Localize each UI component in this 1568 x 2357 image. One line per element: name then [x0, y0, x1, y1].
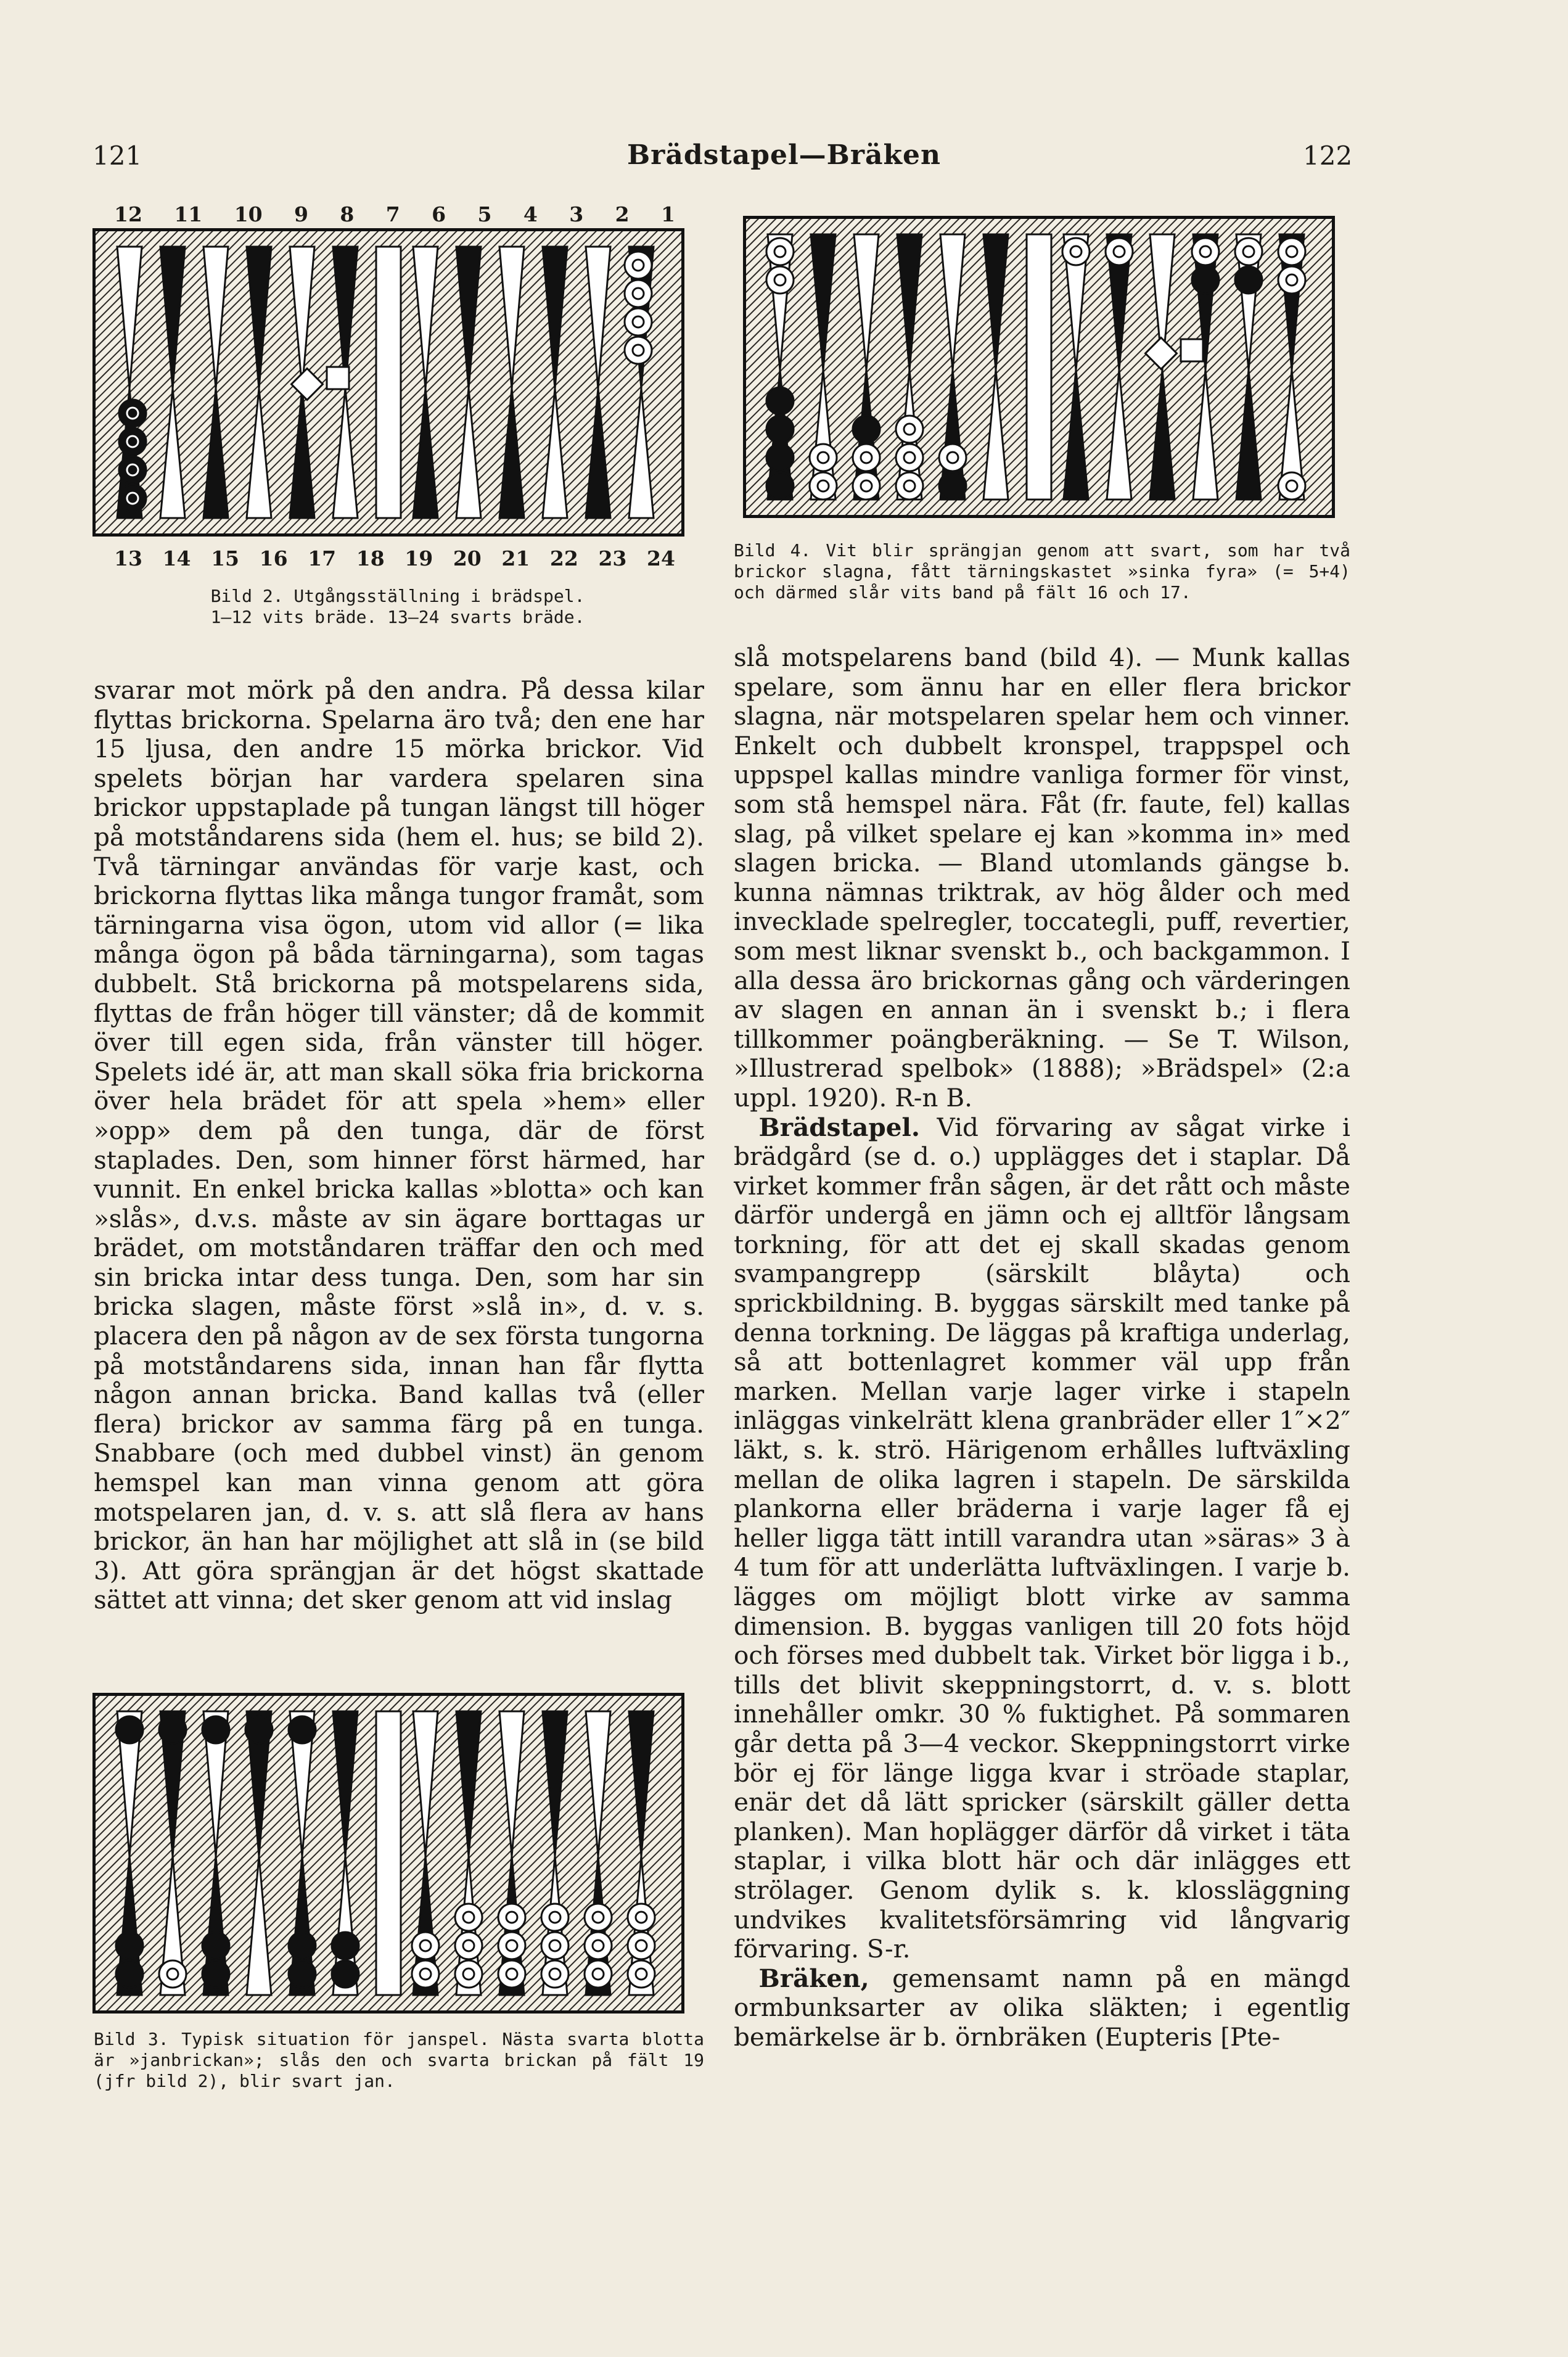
point-number: 10 — [234, 202, 263, 226]
page-number-left: 121 — [92, 141, 142, 171]
figure-3-caption: Bild 3. Typisk situation för janspel. Nästa svarta blotta är »janbrickan»; slås den och svarta brickan på fält 19 (jfr bild 2), blir svart jan. — [94, 2029, 704, 2091]
board2-top-numbers — [114, 202, 675, 226]
point-number: 14 — [162, 546, 191, 570]
point-number: 21 — [501, 546, 530, 570]
left-column-text — [94, 676, 704, 1615]
point-number: 3 — [569, 202, 584, 226]
point-number: 2 — [615, 202, 630, 226]
point-number: 15 — [211, 546, 240, 570]
point-number: 19 — [404, 546, 433, 570]
entry-headword: Brädstapel. — [758, 1112, 920, 1142]
paragraph-braken — [734, 1964, 1350, 2052]
backgammon-board-figure-2 — [92, 228, 684, 537]
point-number: 16 — [259, 546, 288, 570]
running-title: Brädstapel—Bräken — [626, 139, 942, 171]
figure-4-caption: Bild 4. Vit blir sprängjan genom att svart, som har två brickor slagna, fått tärningskastet »sinka fyra» (= 5+4) och därmed slår vits band på fält 16 och 17. — [734, 540, 1350, 603]
caption-line: Bild 2. Utgångsställning i brädspel. — [210, 586, 585, 606]
point-number: 13 — [114, 546, 142, 570]
paragraph-bradstapel — [734, 1113, 1350, 1964]
backgammon-board-figure-3 — [92, 1693, 684, 2014]
point-number: 5 — [477, 202, 492, 226]
point-number: 7 — [385, 202, 400, 226]
entry-body: Vid förvaring av sågat virke i brädgård (se d. o.) upplägges det i staplar. Då virket kommer från sågen, är det rått och måste därför undergå en jämn och ej alltför långsam torkning, för att det ej skall skadas genom svampangrepp (särskilt blåyta) och sprickbildning. B. byggas särskilt med tanke på denna torkning. De läggas på kraftiga underlag, så att bottenlagret kommer väl upp från marken. Mellan varje lager virke i stapeln inläggas vinkelrätt klena granbräder eller 1″×2″ läkt, s. k. strö. Härigenom erhålles luftväxling mellan de olika lagren i stapeln. De särskilda plankorna eller bräderna i varje lager få ej heller ligga tätt intill varandra utan »säras» 3 à 4 tum för att underlätta luftväxlingen. I varje b. lägges om möjligt blott virke av samma dimension. B. byggas vanligen till 20 fots höjd och förses med dubbelt tak. Virket bör ligga i b., tills det blivit skeppningstorrt, d. v. s. blott innehåller omkr. 30 % fuktighet. På sommaren går detta på 3—4 veckor. Skeppningstorrt virke bör ej för länge ligga kvar i ströade staplar, enär det då lätt spricker (särskilt gäller detta planken). Man hoplägger därför då virket i täta staplar, i vilka blott här och där inlägges ett strölager. Genom dylik s. k. klossläggning undvikes kvalitetsförsämring vid långvarig förvaring. S-r. — [734, 1112, 1350, 1964]
point-number: 18 — [356, 546, 385, 570]
backgammon-board-figure-4 — [743, 216, 1335, 518]
caption-line: 1—12 vits bräde. 13—24 svarts bräde. — [210, 607, 585, 627]
point-number: 23 — [598, 546, 627, 570]
point-number: 1 — [661, 202, 675, 226]
point-number: 24 — [647, 546, 675, 570]
point-number: 22 — [549, 546, 578, 570]
point-number: 4 — [523, 202, 538, 226]
point-number: 11 — [174, 202, 203, 226]
entry-body: gemensamt namn på en mängd ormbunksarter av olika släkten; i egentlig bemärkelse är b. örnbräken (Eupteris [Pte- — [734, 1963, 1350, 2052]
paragraph-munk: slå motspelarens band (bild 4). — Munk kallas spelare, som ännu har en eller flera brickor slagna, när motspelaren spelar hem och vinner. Enkelt och dubbelt kronspel, trappspel och uppspel kallas mindre vanliga former för vinst, som stå hemspel nära. Fåt (fr. faute, fel) kallas slag, på vilket spelare ej kan »komma in» med slagen bricka. — Bland utomlands gängse b. kunna nämnas triktrak, av hög ålder och med invecklade spelregler, toccategli, puff, revertier, som mest liknar svenskt b., och backgammon. I alla dessa äro brickornas gång och värderingen av slagen en annan än i svenskt b.; i flera tillkommer poängberäkning. — Se T. Wilson, »Illustrerad spelbok» (1888); »Brädspel» (2:a uppl. 1920). R-n B. — [734, 643, 1350, 1113]
entry-headword: Bräken, — [758, 1963, 869, 1993]
point-number: 12 — [114, 202, 142, 226]
right-column-text — [734, 643, 1350, 2052]
point-number: 6 — [432, 202, 446, 226]
point-number: 8 — [340, 202, 355, 226]
paragraph: svarar mot mörk på den andra. På dessa kilar flyttas brickorna. Spelarna äro två; den ene har 15 ljusa, den andre 15 mörka brickor. Vid spelets början har vardera spelaren sina brickor uppstaplade på tungan längst till höger på motståndarens sida (hem el. hus; se bild 2). Två tärningar användas för varje kast, och brickorna flyttas lika många tungor framåt, som tärningarna visa ögon, utom vid allor (= lika många ögon på båda tärningarna), som tagas dubbelt. Stå brickorna på motspelarens sida, flyttas de från höger till vänster; då de kommit över till egen sida, från vänster till höger. Spelets idé är, att man skall söka fria brickorna över hela brädet för att spela »hem» eller »opp» dem på den tunga, där de först staplades. Den, som hinner först härmed, har vunnit. En enkel bricka kallas »blotta» och kan »slås», d.v.s. måste av sin ägare borttagas ur brädet, om motståndaren träffar den och med sin bricka intar dess tunga. Den, som har sin bricka slagen, måste först »slå in», d. v. s. placera den på någon av de sex första tungorna på motståndarens sida, innan han får flytta någon annan bricka. Band kallas två (eller flera) brickor av samma färg på en tunga. Snabbare (och med dubbel vinst) än genom hemspel kan man vinna genom att göra motspelaren jan, d. v. s. att slå flera av hans brickor, än han har möjlighet att slå in (se bild 3). Att göra sprängjan är det högst skattade sättet att vinna; det sker genom att vid inslag — [94, 675, 704, 1615]
point-number: 20 — [453, 546, 482, 570]
point-number: 9 — [294, 202, 308, 226]
board2-bottom-numbers — [114, 546, 675, 570]
page-number-right: 122 — [1303, 141, 1353, 171]
point-number: 17 — [308, 546, 337, 570]
figure-2-caption — [105, 586, 691, 628]
